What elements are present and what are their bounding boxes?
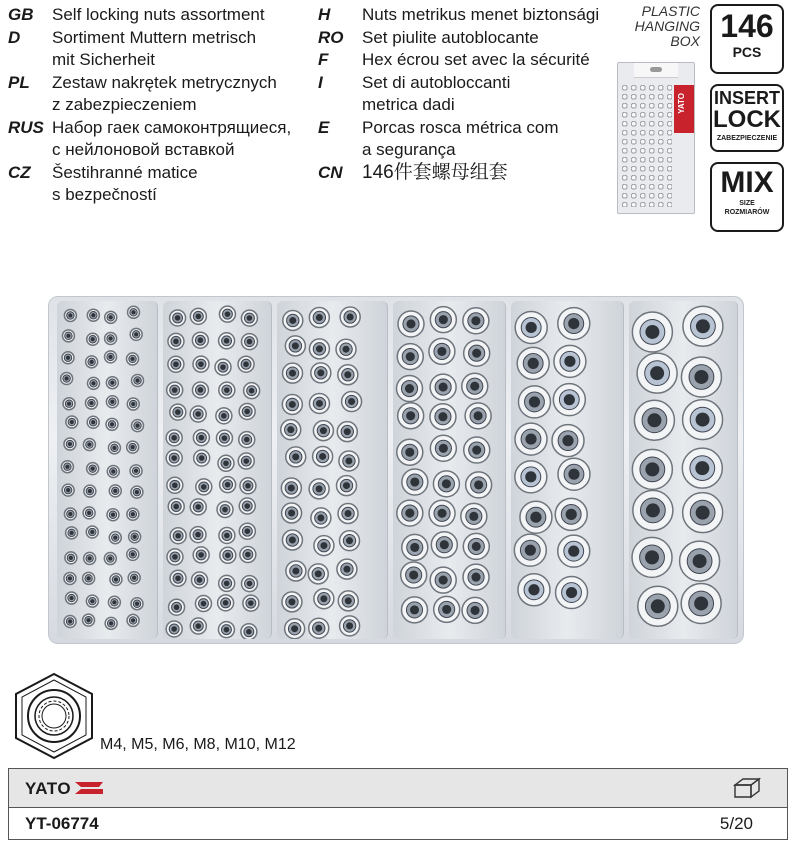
nut-image — [285, 619, 305, 639]
language-code: E — [318, 117, 330, 137]
nut-image — [64, 616, 76, 628]
pieces-count: 146 — [720, 8, 774, 44]
nut-image — [168, 356, 184, 372]
nut-image — [216, 430, 232, 446]
nut-image — [239, 403, 255, 419]
nut-image — [461, 503, 487, 529]
nut-image — [217, 502, 233, 518]
nut-image — [517, 347, 549, 379]
compartment-nuts — [393, 301, 505, 639]
nut-image — [314, 589, 334, 609]
nut-image — [192, 382, 208, 398]
nut-image — [239, 432, 255, 448]
nut-image — [190, 308, 206, 324]
nut-image — [556, 577, 588, 609]
language-code: I — [318, 72, 323, 92]
nut-image — [282, 503, 302, 523]
nut-image — [64, 572, 76, 584]
nut-image — [167, 549, 183, 565]
nut-image — [282, 394, 302, 414]
language-code: D — [8, 27, 21, 47]
compartment-nuts — [629, 301, 737, 639]
nut-image — [193, 547, 209, 563]
nut-image — [104, 553, 116, 565]
nut-image — [219, 527, 235, 543]
nut-image — [518, 574, 550, 606]
language-code: F — [318, 50, 329, 69]
nut-image — [64, 438, 76, 450]
nut-image — [682, 448, 722, 488]
nut-image — [190, 406, 206, 422]
compartment-nuts — [511, 301, 623, 639]
nut-image — [219, 382, 235, 398]
nut-image — [62, 330, 74, 342]
nut-image — [220, 547, 236, 563]
nut-image — [127, 353, 139, 365]
footer-model-row — [9, 808, 787, 839]
nut-image — [309, 618, 329, 638]
language-description: Set di autobloccanti metrica dadi — [362, 72, 511, 114]
nut-image — [281, 478, 301, 498]
language-entry-rus — [8, 117, 291, 162]
nut-image — [83, 572, 95, 584]
nut-image — [430, 435, 456, 461]
nut-image — [109, 532, 121, 544]
tray-compartment — [163, 301, 272, 639]
nut-image — [242, 576, 258, 592]
hex-nut-icon — [8, 672, 100, 760]
nut-image — [193, 356, 209, 372]
nut-image — [62, 352, 74, 364]
nut-image — [62, 484, 74, 496]
nut-image — [66, 592, 78, 604]
nut-image — [132, 374, 144, 386]
language-entry-cz — [8, 162, 291, 207]
nut-image — [167, 382, 183, 398]
brand-name: YATO — [25, 779, 72, 798]
nut-image — [105, 351, 117, 363]
nut-image — [107, 465, 119, 477]
nut-image — [463, 564, 489, 590]
nut-image — [430, 567, 456, 593]
nut-image — [218, 622, 234, 638]
nut-image — [128, 306, 140, 318]
compartment-nuts — [277, 301, 387, 639]
nut-image — [683, 306, 723, 346]
language-entry-ro — [318, 27, 599, 50]
nut-image — [681, 357, 721, 397]
nut-image — [170, 404, 186, 420]
nut-image — [127, 614, 139, 626]
nut-image — [66, 416, 78, 428]
language-entry-cn — [318, 162, 599, 185]
model-number: YT-06774 — [25, 814, 99, 833]
nut-image — [215, 359, 231, 375]
nut-image — [106, 418, 118, 430]
nut-image — [83, 614, 95, 626]
nut-image — [464, 340, 490, 366]
box-photo-brand-text: YATO — [677, 93, 686, 114]
nut-image — [129, 531, 141, 543]
nut-image — [196, 479, 212, 495]
nut-image — [515, 461, 547, 493]
language-entry-i — [318, 72, 599, 117]
nut-image — [87, 333, 99, 345]
nut-image — [553, 384, 585, 416]
nut-image — [241, 334, 257, 350]
language-description: Zestaw nakrętek metrycznych z zabezpieczeniem — [52, 72, 277, 114]
nut-image — [515, 423, 547, 455]
language-code: PL — [8, 72, 30, 92]
nut-image — [240, 547, 256, 563]
nut-image — [338, 591, 358, 611]
nut-image — [286, 561, 306, 581]
nut-image — [429, 338, 455, 364]
tray-compartment — [57, 301, 158, 639]
nut-image — [308, 564, 328, 584]
nut-image — [309, 307, 329, 327]
nut-image — [337, 422, 357, 442]
language-column-left — [8, 4, 291, 207]
nut-image — [239, 523, 255, 539]
nut-image — [282, 592, 302, 612]
nut-image — [339, 451, 359, 471]
nut-image — [127, 398, 139, 410]
nut-image — [241, 310, 257, 326]
nut-image — [238, 453, 254, 469]
nut-image — [170, 310, 186, 326]
nut-image — [61, 461, 73, 473]
nut-image — [464, 437, 490, 463]
nut-image — [108, 596, 120, 608]
nut-image — [342, 392, 362, 412]
pieces-badge — [710, 4, 784, 74]
nut-image — [243, 595, 259, 611]
language-description: Set piulite autoblocante — [362, 27, 539, 47]
nut-image — [397, 344, 423, 370]
nut-image — [634, 400, 674, 440]
nut-image — [66, 527, 78, 539]
nut-image — [338, 365, 358, 385]
language-code: RO — [318, 27, 344, 47]
nut-image — [340, 307, 360, 327]
nut-image — [105, 617, 117, 629]
nut-image — [558, 535, 590, 567]
nut-image — [396, 376, 422, 402]
nut-image — [282, 530, 302, 550]
insert-lock-line2: LOCK — [713, 106, 781, 133]
nut-image — [190, 527, 206, 543]
nut-image — [462, 597, 488, 623]
nut-image — [637, 353, 677, 393]
language-description: 146件套螺母组套 — [362, 161, 508, 183]
nut-image — [311, 363, 331, 383]
language-code: GB — [8, 5, 34, 24]
language-entry-pl — [8, 72, 291, 117]
nut-image — [555, 498, 587, 530]
nut-image — [336, 339, 356, 359]
nut-image — [309, 479, 329, 499]
nut-image — [311, 508, 331, 528]
nut-image — [238, 356, 254, 372]
box-photo-nuts — [622, 85, 672, 207]
nut-image — [167, 477, 183, 493]
nut-image — [168, 498, 184, 514]
nut-image — [430, 307, 456, 333]
nut-image — [170, 528, 186, 544]
nut-image — [64, 309, 76, 321]
nut-image — [105, 311, 117, 323]
nut-image — [219, 306, 235, 322]
nut-image — [683, 400, 723, 440]
nut-image — [680, 541, 720, 581]
nut-image — [132, 420, 144, 432]
nut-image — [84, 552, 96, 564]
nut-image — [192, 332, 208, 348]
nut-image — [401, 562, 427, 588]
language-code: CZ — [8, 162, 31, 182]
language-entry-h — [318, 4, 599, 27]
nut-image — [106, 396, 118, 408]
nut-image — [241, 624, 257, 639]
nut-image — [681, 583, 721, 623]
nut-image — [398, 403, 424, 429]
nut-image — [219, 333, 235, 349]
nut-image — [397, 500, 423, 526]
nut-image — [402, 534, 428, 560]
box-label-line: PLASTIC — [641, 3, 700, 19]
nut-image — [430, 404, 456, 430]
language-entry-e — [318, 117, 599, 162]
nut-image — [87, 309, 99, 321]
nut-image — [337, 559, 357, 579]
mix-line2: SIZE — [739, 200, 755, 207]
nut-image — [240, 478, 256, 494]
nut-image — [169, 599, 185, 615]
nut-image — [283, 363, 303, 383]
nut-image — [558, 308, 590, 340]
nut-image — [193, 430, 209, 446]
nut-image — [433, 471, 459, 497]
nut-image — [515, 311, 547, 343]
language-code: CN — [318, 162, 343, 182]
nut-image — [166, 621, 182, 637]
language-description: Self locking nuts assortment — [52, 5, 265, 24]
nut-image — [219, 575, 235, 591]
package-box-icon — [733, 777, 761, 799]
nut-image — [84, 485, 96, 497]
nut-image — [168, 333, 184, 349]
nut-image — [220, 477, 236, 493]
nut-image — [632, 312, 672, 352]
language-entry-d — [8, 27, 291, 72]
nut-image — [166, 430, 182, 446]
insert-lock-line3: ZABEZPIECZENIE — [716, 135, 778, 142]
nut-image — [402, 597, 428, 623]
nut-image — [190, 499, 206, 515]
nut-image — [285, 336, 305, 356]
nut-image — [86, 526, 98, 538]
hanging-tab — [634, 63, 678, 78]
nut-image — [520, 501, 552, 533]
nut-image — [218, 455, 234, 471]
nut-image — [106, 377, 118, 389]
nut-image — [131, 598, 143, 610]
language-description: Sortiment Muttern metrisch mit Sicherheit — [52, 27, 257, 69]
nut-image — [632, 449, 672, 489]
nut-image — [429, 500, 455, 526]
mix-size-badge — [710, 162, 784, 232]
language-entry-gb — [8, 4, 291, 27]
nut-image — [63, 398, 75, 410]
nut-image — [128, 572, 140, 584]
nut-image — [107, 509, 119, 521]
nut-image — [336, 476, 356, 496]
nut-image — [170, 570, 186, 586]
nut-image — [398, 311, 424, 337]
hanging-box-photo — [617, 62, 695, 214]
box-photo-brand-strip — [674, 85, 694, 133]
language-description: Nuts metrikus menet biztonsági — [362, 5, 600, 24]
nut-image — [87, 377, 99, 389]
nut-image — [402, 469, 428, 495]
nut-image — [127, 548, 139, 560]
nut-image — [87, 416, 99, 428]
nut-image — [434, 596, 460, 622]
nut-image — [131, 486, 143, 498]
nut-image — [683, 493, 723, 533]
footer-brand-row — [9, 769, 787, 808]
nut-image — [397, 439, 423, 465]
nut-image — [338, 503, 358, 523]
nut-image — [633, 490, 673, 530]
nut-image — [313, 421, 333, 441]
nut-image — [105, 332, 117, 344]
nut-image — [463, 533, 489, 559]
language-description: Hex écrou set avec la sécurité — [362, 50, 590, 69]
tray-compartment — [629, 301, 738, 639]
nut-image — [86, 595, 98, 607]
tray-compartment — [393, 301, 506, 639]
nut-image — [558, 458, 590, 490]
nut-assortment-tray-photo — [48, 296, 744, 644]
nut-image — [216, 408, 232, 424]
nut-image — [309, 393, 329, 413]
nut-image — [465, 403, 491, 429]
insert-lock-badge — [710, 84, 784, 152]
nut-image — [109, 485, 121, 497]
nut-image — [340, 531, 360, 551]
nut-image — [130, 328, 142, 340]
nut-image — [286, 447, 306, 467]
nut-image — [86, 356, 98, 368]
nut-image — [83, 507, 95, 519]
page-number: 5/20 — [719, 814, 753, 833]
footer — [8, 768, 788, 840]
nut-image — [218, 595, 234, 611]
language-description: Набор гаек самоконтрящиеся, с нейлоновой вставкой — [52, 117, 292, 159]
nut-image — [110, 573, 122, 585]
insert-lock-line1: INSERT — [713, 88, 780, 108]
tray-compartment — [511, 301, 624, 639]
nut-image — [61, 373, 73, 385]
nut-image — [462, 373, 488, 399]
nut-image — [518, 386, 550, 418]
compartment-nuts — [57, 301, 157, 639]
yato-logo-icon — [73, 780, 105, 796]
nut-image — [239, 498, 255, 514]
language-description: Porcas rosca métrica com a segurança — [362, 117, 559, 159]
nut-image — [466, 472, 492, 498]
nut-image — [194, 450, 210, 466]
nut-image — [514, 534, 546, 566]
nut-image — [192, 572, 208, 588]
nut-image — [552, 425, 584, 457]
box-label-line: HANGING — [634, 18, 700, 34]
language-code: H — [318, 5, 331, 24]
nut-image — [309, 339, 329, 359]
nut-image — [108, 442, 120, 454]
nut-image — [195, 596, 211, 612]
nut-image — [244, 383, 260, 399]
nut-image — [83, 439, 95, 451]
language-code: RUS — [8, 117, 44, 137]
mix-line3: ROZMIARÓW — [724, 209, 770, 216]
nut-image — [127, 441, 139, 453]
box-label-line: BOX — [670, 33, 700, 49]
nut-image — [340, 616, 360, 636]
nut-image — [87, 463, 99, 475]
plastic-hanging-box-label — [608, 4, 700, 49]
language-column-right — [318, 4, 599, 184]
nut-image — [313, 446, 333, 466]
nut-image — [166, 450, 182, 466]
nut-image — [281, 420, 301, 440]
nut-image — [127, 508, 139, 520]
language-entry-f — [318, 49, 599, 72]
mix-line1: MIX — [720, 166, 774, 199]
nut-image — [190, 618, 206, 634]
nut-image — [85, 397, 97, 409]
nut-image — [463, 308, 489, 334]
nut-image — [314, 536, 334, 556]
compartment-nuts — [163, 301, 271, 639]
nut-image — [430, 374, 456, 400]
tray-compartment — [277, 301, 388, 639]
nut-image — [64, 508, 76, 520]
nut-image — [283, 310, 303, 330]
nut-size-list: M4, M5, M6, M8, M10, M12 — [100, 736, 296, 753]
nut-image — [554, 345, 586, 377]
language-description: Šestihranné matice s bezpečností — [52, 162, 198, 204]
pieces-unit: PCS — [732, 44, 762, 60]
nut-image — [431, 532, 457, 558]
nut-image — [65, 552, 77, 564]
nut-image — [638, 586, 678, 626]
nut-image — [632, 537, 672, 577]
nut-image — [130, 465, 142, 477]
